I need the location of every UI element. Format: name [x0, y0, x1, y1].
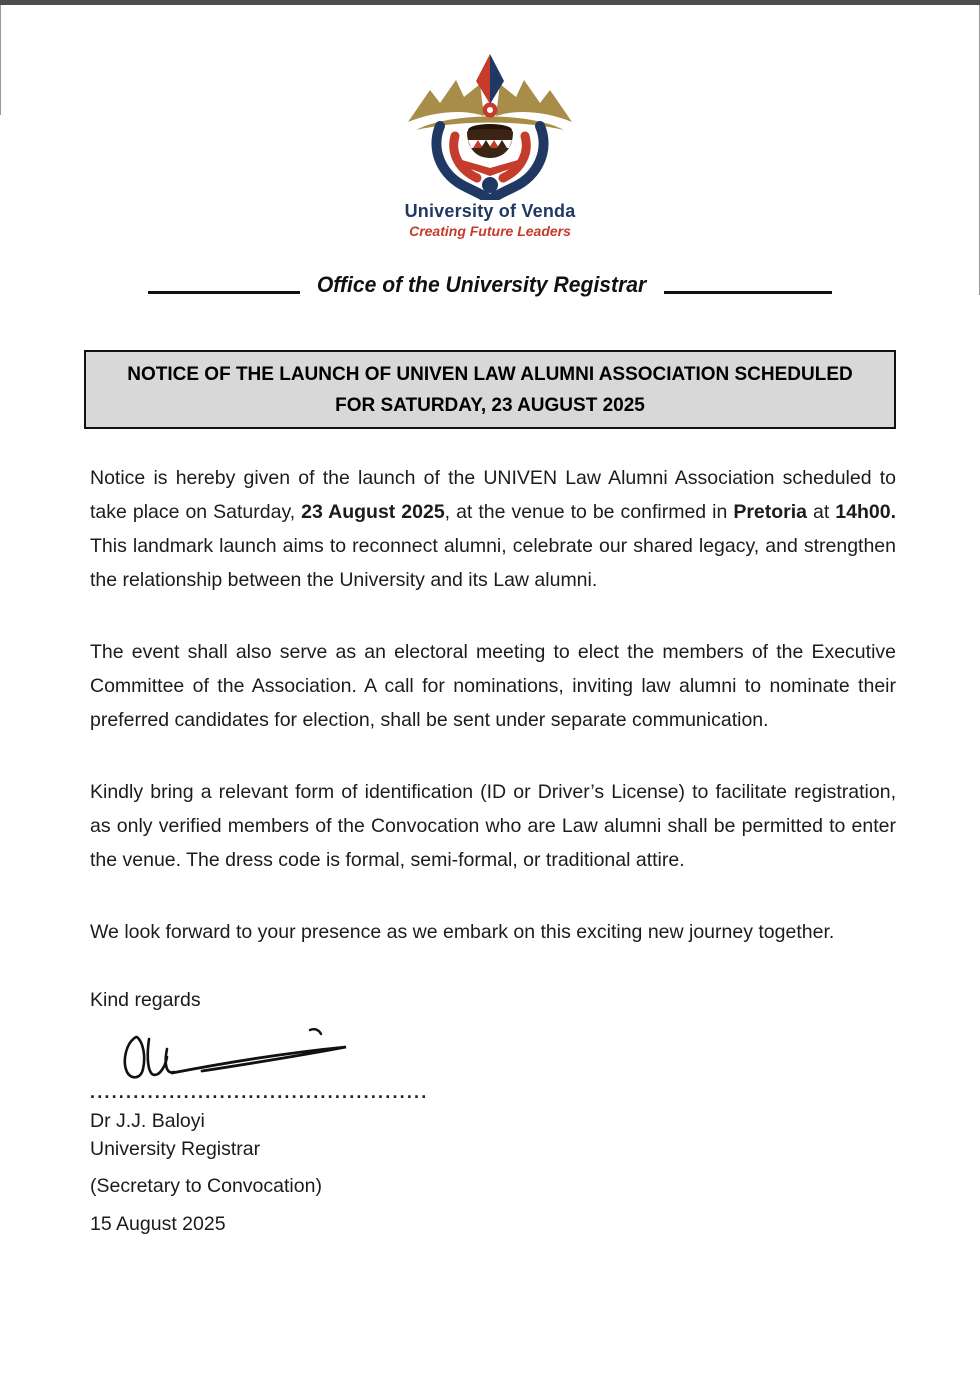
- university-tagline: Creating Future Leaders: [409, 223, 571, 239]
- page-top-edge: [0, 0, 980, 5]
- office-heading-row: [0, 268, 980, 298]
- paragraph-2: The event shall also serve as an electoral meeting to elect the members of the Executive Committee of the Association. A call for nominations, inviting law alumni to nominate their preferred candidates for election, shall be sent under separate communication.: [90, 641, 896, 731]
- letter-date: 15 August 2025: [90, 1213, 226, 1235]
- signatory-name: Dr J.J. Baloyi: [90, 1110, 205, 1132]
- letter-body: [90, 461, 896, 1238]
- paragraph-3: Kindly bring a relevant form of identification (ID or Driver’s License) to facilitate registration, as only verified members of the Convocation who are Law alumni shall be permitted to enter the venue. The dress code is formal, semi-formal, or traditional attire.: [90, 781, 896, 871]
- heading-left-underline: [148, 291, 300, 294]
- signature-block: [90, 1025, 896, 1238]
- university-name: University of Venda: [404, 201, 576, 221]
- signature-dotted-line: ...............................................: [90, 1082, 429, 1102]
- salutation: Kind regards: [90, 989, 201, 1011]
- notice-title-box: [84, 350, 896, 429]
- notice-title-line2: FOR SATURDAY, 23 AUGUST 2025: [335, 395, 645, 416]
- page-left-edge: [0, 5, 1, 115]
- signatory-title: University Registrar: [90, 1138, 261, 1160]
- event-date: 23 August 2025: [301, 501, 445, 523]
- university-logo: [0, 50, 980, 240]
- notice-title-line1: NOTICE OF THE LAUNCH OF UNIVEN LAW ALUMNI ASSOCIATION SCHEDULED: [127, 364, 853, 385]
- heading-right-underline: [664, 291, 832, 294]
- university-crest-icon: [395, 50, 585, 200]
- event-time: 14h00.: [835, 501, 896, 523]
- paragraph-4: We look forward to your presence as we embark on this exciting new journey together.: [90, 921, 835, 943]
- office-heading: Office of the University Registrar: [317, 272, 647, 297]
- event-city: Pretoria: [733, 501, 808, 523]
- paragraph-1: Notice is hereby given of the launch of the UNIVEN Law Alumni Association scheduled to take place on Saturday, 23 August 2025, at the venue to be confirmed in Pretoria at 14h00. This landmark launch aims to reconnect alumni, celebrate our shared legacy, and strengthen the relationship between the University and its Law alumni.: [90, 467, 896, 591]
- handwritten-signature: [114, 1025, 374, 1089]
- signatory-role: (Secretary to Convocation): [90, 1175, 322, 1197]
- paragraph-1-text: Notice is hereby given of the launch of the UNIVEN Law Alumni Association scheduled to take place on Saturday,: [90, 467, 896, 523]
